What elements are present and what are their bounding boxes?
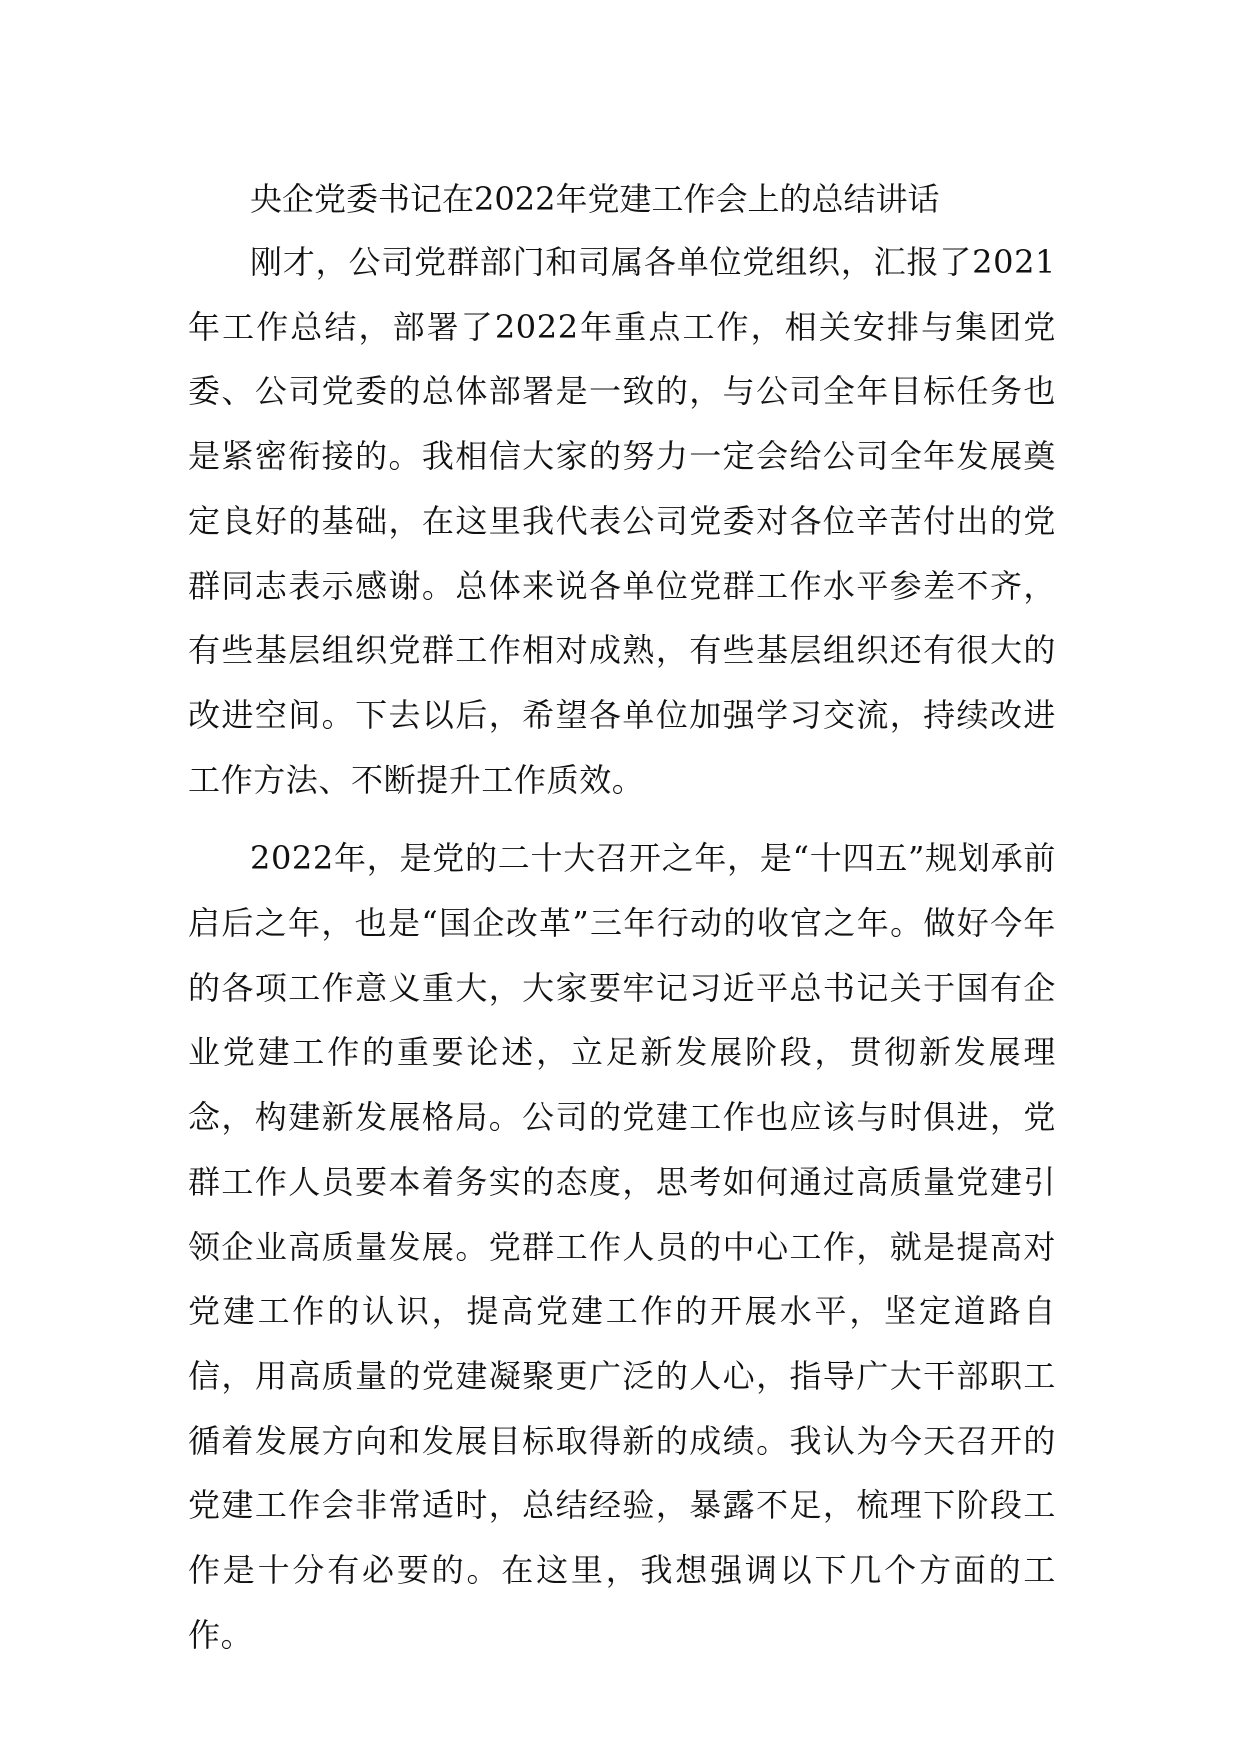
body-paragraph-1: 刚才，公司党群部门和司属各单位党组织，汇报了2021年工作总结，部署了2022年重点工作，相关安排与集团党委、公司党委的总体部署是一致的，与公司全年目标任务也是紧密衔接的。我相信大家的努力一定会给公司全年发展奠定良好的基础，在这里我代表公司党委对各位辛苦付出的党群同志表示感谢。总体来说各单位党群工作水平参差不齐，有些基层组织党群工作相对成熟，有些基层组织还有很大的改进空间。下去以后，希望各单位加强学习交流，持续改进工作方法、不断提升工作质效。 <box>188 243 1056 799</box>
document-page <box>188 168 1056 1667</box>
body-paragraph-2: 2022年，是党的二十大召开之年，是“十四五”规划承前启后之年，也是“国企改革”三年行动的收官之年。做好今年的各项工作意义重大，大家要牢记习近平总书记关于国有企业党建工作的重要论述，立足新发展阶段，贯彻新发展理念，构建新发展格局。公司的党建工作也应该与时俱进，党群工作人员要本着务实的态度，思考如何通过高质量党建引领企业高质量发展。党群工作人员的中心工作，就是提高对党建工作的认识，提高党建工作的开展水平，坚定道路自信，用高质量的党建凝聚更广泛的人心，指导广大干部职工循着发展方向和发展目标取得新的成绩。我认为今天召开的党建工作会非常适时，总结经验，暴露不足，梳理下阶段工作是十分有必要的。在这里，我想强调以下几个方面的工作。 <box>188 839 1056 1654</box>
document-title: 央企党委书记在2022年党建工作会上的总结讲话 <box>250 180 940 218</box>
